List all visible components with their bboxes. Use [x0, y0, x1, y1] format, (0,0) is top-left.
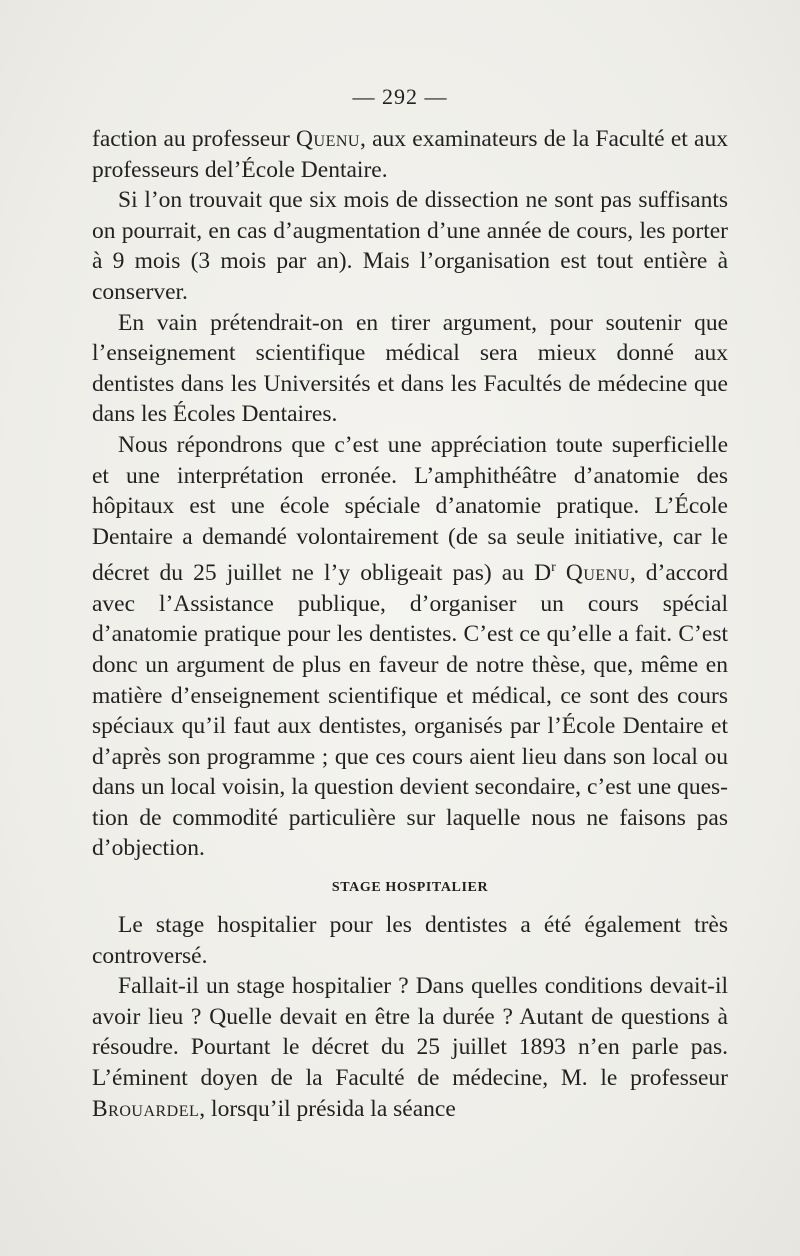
text-run: , aux examinateurs de la Faculté et aux professeurs del’École Dentaire. — [92, 126, 728, 183]
person-name: Brouardel — [92, 1095, 200, 1122]
text-run: Fallait-il un stage hospitalier ? Dans quelles conditions devait-il avoir lieu ? Quelle devait en être la durée ? Autant de questions à résoudre. Pourtant le décret du 25 juillet 1893 n’en parle pas. L’éminent doyen de la Faculté de médecine, M. le professeur — [92, 973, 728, 1092]
page-number: — 292 — — [352, 84, 448, 109]
body-text — [92, 124, 728, 1124]
text-run: , d’accord avec l’Assistance publique, d’organiser un cours spécial d’anatomie pratique pour les dentistes. C’est ce qu’elle a fait. C’est donc un argument de plus en faveur de notre thèse, que, même en matière d’enseignement scientifique et médical, ce sont des cours spéciaux qu’il faut aux dentistes, organisés par l’École Dentaire et d’après son programme ; que ces cours aient lieu dans son local ou dans un local voisin, la question devient secondaire, c’est une question de commodité particulière sur laquelle nous ne faisons pas d’objection. — [92, 560, 728, 862]
superscript: r — [551, 559, 556, 576]
paragraph — [92, 430, 728, 864]
paragraph — [92, 308, 728, 430]
text-run — [556, 560, 566, 586]
text-run: faction au professeur — [92, 126, 297, 152]
text-run: Nous répondrons que c’est une appréciation toute superficielle et une interprétation erronée. L’amphithéâtre d’anatomie des hôpitaux est une école spéciale d’anatomie pratique. L’École Dentaire a demandé volontairement (de sa seule initiative, car le décret du 25 juillet ne l’y obligeait pas) au D — [92, 431, 728, 587]
text-run: Le stage hospitalier pour les dentistes a été également très controversé. — [92, 912, 728, 969]
text-run: En vain prétendrait-on en tirer argument, pour soutenir que l’enseignement scientifique médical sera mieux donné aux dentistes dans les Universités et dans les Facultés de médecine que dans les Écoles Dentaires. — [92, 309, 728, 428]
paragraph — [92, 971, 728, 1124]
paragraph — [92, 124, 728, 185]
paragraph — [92, 910, 728, 971]
paragraph — [92, 185, 728, 307]
text-run: Si l’on trouvait que six mois de dissection ne sont pas suffisants on pourrait, en cas d’augmentation d’une année de cours, les porter à 9 mois (3 mois par an). Mais l’organisation est tout entière à conserver. — [92, 187, 728, 305]
person-name: Quenu — [565, 560, 630, 587]
text-run: , lorsqu’il présida la séance — [199, 1095, 456, 1122]
person-name: Quenu — [296, 126, 360, 152]
section-heading: STAGE HOSPITALIER — [331, 880, 489, 896]
